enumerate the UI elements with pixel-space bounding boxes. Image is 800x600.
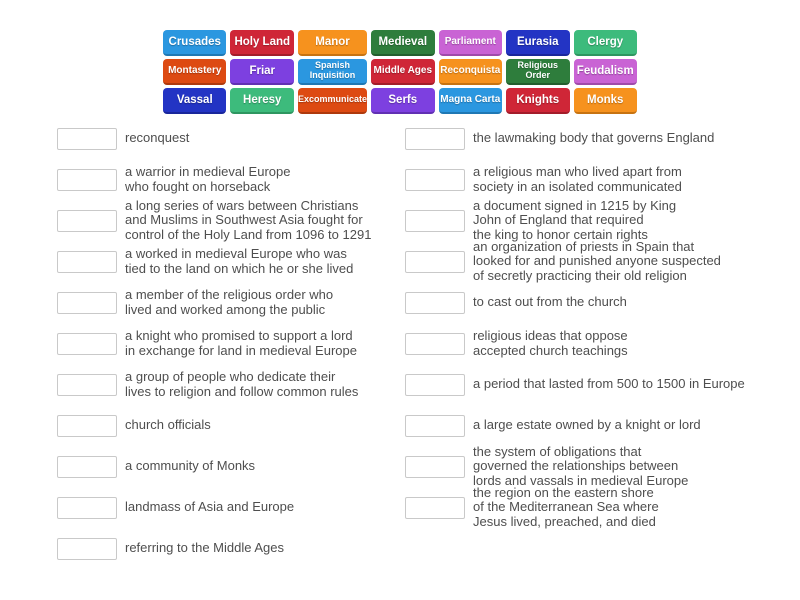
definition-row bbox=[405, 159, 785, 200]
definition-row bbox=[405, 197, 785, 242]
word-tile-label: Feudalism bbox=[576, 64, 634, 77]
word-tile-label: Excommunicate bbox=[297, 94, 368, 105]
definition-row bbox=[405, 323, 785, 364]
word-tile-reconquista[interactable] bbox=[439, 59, 502, 85]
word-tile-label: Order bbox=[525, 70, 550, 80]
definition-line: to cast out from the church bbox=[473, 294, 627, 310]
answer-slot[interactable] bbox=[57, 128, 117, 150]
definition-text bbox=[473, 199, 676, 243]
word-tile-label: Religious bbox=[517, 60, 558, 71]
definition-text bbox=[473, 295, 627, 310]
definition-row bbox=[57, 528, 399, 569]
word-tile-label: Magna Carta bbox=[440, 93, 501, 105]
answer-slot[interactable] bbox=[57, 292, 117, 314]
word-tile-label: Reconquista bbox=[440, 64, 501, 76]
definition-line: a group of people who dedicate their bbox=[125, 369, 336, 384]
word-tile-knights[interactable] bbox=[506, 88, 570, 114]
word-tile-label: Monks bbox=[587, 93, 624, 106]
definition-line: lords and vassals in medieval Europe bbox=[473, 472, 689, 488]
word-tile-vassal[interactable] bbox=[163, 88, 226, 114]
definition-line: a community of Monks bbox=[125, 458, 256, 474]
definition-text bbox=[473, 165, 682, 194]
word-tile-label: Medieval bbox=[378, 35, 428, 48]
word-bank bbox=[163, 30, 637, 114]
definition-line: a member of the religious order who bbox=[125, 287, 334, 302]
word-tile-label: Parliament bbox=[444, 35, 496, 47]
answer-slot[interactable] bbox=[405, 210, 465, 232]
word-tile-label: Montastery bbox=[168, 64, 222, 76]
word-tile-label: Holy Land bbox=[234, 35, 291, 48]
definition-line: looked for and punished anyone suspected bbox=[473, 253, 721, 269]
definition-text bbox=[125, 459, 255, 474]
answer-slot[interactable] bbox=[405, 456, 465, 478]
definition-row bbox=[57, 446, 399, 487]
definitions-column-right bbox=[405, 118, 785, 528]
answer-slot[interactable] bbox=[57, 333, 117, 355]
definition-line: control of the Holy Land from 1096 to 1291 bbox=[125, 226, 372, 242]
word-tile-label: Vassal bbox=[176, 93, 213, 106]
definition-text bbox=[125, 131, 189, 146]
definition-row bbox=[57, 282, 399, 323]
word-tile-montastery[interactable] bbox=[163, 59, 226, 85]
word-tile-friar[interactable] bbox=[230, 59, 294, 85]
answer-slot[interactable] bbox=[57, 456, 117, 478]
definition-row bbox=[57, 241, 399, 282]
answer-slot[interactable] bbox=[57, 210, 117, 232]
definition-line: landmass of Asia and Europe bbox=[125, 499, 295, 515]
definition-row bbox=[405, 364, 785, 405]
word-tile-heresy[interactable] bbox=[230, 88, 294, 114]
definition-row bbox=[57, 197, 399, 242]
definition-line: church officials bbox=[125, 417, 211, 433]
definition-row bbox=[405, 405, 785, 446]
definition-line: John of England that required bbox=[473, 212, 644, 228]
definition-text bbox=[473, 486, 659, 530]
definition-row bbox=[57, 323, 399, 364]
definition-row bbox=[405, 238, 785, 283]
answer-slot[interactable] bbox=[57, 251, 117, 273]
definition-line: and Muslims in Southwest Asia fought for bbox=[125, 212, 363, 228]
answer-slot[interactable] bbox=[405, 251, 465, 273]
word-tile-label: Friar bbox=[249, 64, 276, 77]
definition-line: governed the relationships between bbox=[473, 458, 679, 474]
answer-slot[interactable] bbox=[57, 415, 117, 437]
definition-row bbox=[405, 484, 785, 529]
answer-slot[interactable] bbox=[405, 333, 465, 355]
word-tile-spanish-inquisition[interactable] bbox=[298, 59, 367, 85]
answer-slot[interactable] bbox=[57, 169, 117, 191]
definition-text bbox=[125, 165, 290, 194]
definition-text bbox=[125, 199, 371, 243]
definition-text bbox=[125, 329, 357, 358]
definition-line: of the Mediterranean Sea where bbox=[473, 499, 659, 515]
word-tile-magna-carta[interactable] bbox=[439, 88, 502, 114]
answer-slot[interactable] bbox=[405, 415, 465, 437]
answer-slot[interactable] bbox=[57, 497, 117, 519]
definition-line: a religious man who lived apart from bbox=[473, 164, 682, 179]
word-tile-parliament[interactable] bbox=[439, 30, 502, 56]
answer-slot[interactable] bbox=[405, 374, 465, 396]
definitions-column-left bbox=[57, 118, 399, 569]
definition-line: a warrior in medieval Europe bbox=[125, 164, 291, 179]
word-tile-clergy[interactable] bbox=[574, 30, 638, 56]
word-tile-excommunicate[interactable] bbox=[298, 88, 367, 114]
definition-text bbox=[473, 377, 745, 392]
word-tile-holy-land[interactable] bbox=[230, 30, 294, 56]
word-tile-label: Heresy bbox=[243, 93, 282, 106]
word-tile-label: Knights bbox=[516, 93, 560, 106]
word-tile-label: Inquisition bbox=[309, 70, 356, 80]
answer-slot[interactable] bbox=[57, 538, 117, 560]
answer-slot[interactable] bbox=[405, 169, 465, 191]
answer-slot[interactable] bbox=[405, 497, 465, 519]
definition-row bbox=[57, 364, 399, 405]
word-tile-eurasia[interactable] bbox=[506, 30, 570, 56]
definition-row bbox=[57, 487, 399, 528]
word-tile-religious-order[interactable] bbox=[506, 59, 570, 85]
definition-line: an organization of priests in Spain that bbox=[473, 238, 695, 254]
definition-line: lives to religion and follow common rules bbox=[125, 383, 359, 399]
word-tile-manor[interactable] bbox=[298, 30, 367, 56]
definition-text bbox=[125, 500, 294, 515]
definition-row bbox=[405, 282, 785, 323]
word-tile-monks[interactable] bbox=[574, 88, 638, 114]
definition-text bbox=[473, 329, 628, 358]
definition-line: a long series of wars between Christians bbox=[125, 197, 359, 213]
definition-text bbox=[473, 445, 688, 489]
word-tile-serfs[interactable] bbox=[371, 88, 435, 114]
definition-text bbox=[125, 541, 284, 556]
answer-slot[interactable] bbox=[405, 292, 465, 314]
word-tile-crusades[interactable] bbox=[163, 30, 226, 56]
definition-line: in exchange for land in medieval Europe bbox=[125, 342, 357, 358]
definition-line: who fought on horseback bbox=[125, 178, 271, 194]
definition-line: referring to the Middle Ages bbox=[125, 540, 284, 556]
definition-line: lived and worked among the public bbox=[125, 301, 326, 317]
definition-line: the system of obligations that bbox=[473, 443, 642, 459]
definition-text bbox=[125, 418, 211, 433]
definition-line: a worked in medieval Europe who was bbox=[125, 246, 347, 261]
answer-slot[interactable] bbox=[57, 374, 117, 396]
definition-line: the lawmaking body that governs England bbox=[473, 130, 715, 146]
definition-text bbox=[473, 240, 721, 284]
definition-row bbox=[57, 405, 399, 446]
word-tile-label: Spanish bbox=[314, 60, 350, 71]
word-tile-label: Serfs bbox=[388, 93, 418, 106]
word-tile-label: Eurasia bbox=[516, 35, 559, 48]
definition-line: a document signed in 1215 by King bbox=[473, 197, 677, 213]
answer-slot[interactable] bbox=[405, 128, 465, 150]
word-tile-label: Manor bbox=[315, 35, 350, 48]
word-tile-middle-ages[interactable] bbox=[371, 59, 435, 85]
definition-line: society in an isolated communicated bbox=[473, 178, 682, 194]
definition-row bbox=[57, 118, 399, 159]
definition-line: reconquest bbox=[125, 130, 190, 146]
definition-line: Jesus lived, preached, and died bbox=[473, 513, 656, 529]
definition-text bbox=[125, 288, 333, 317]
definition-line: a knight who promised to support a lord bbox=[125, 328, 353, 343]
definition-row bbox=[57, 159, 399, 200]
definition-line: a period that lasted from 500 to 1500 in Europe bbox=[473, 376, 745, 392]
definition-row bbox=[405, 443, 785, 488]
word-tile-feudalism[interactable] bbox=[574, 59, 638, 85]
definition-line: the king to honor certain rights bbox=[473, 226, 648, 242]
definition-line: a large estate owned by a knight or lord bbox=[473, 417, 701, 433]
word-tile-label: Crusades bbox=[168, 35, 221, 48]
definition-text bbox=[473, 418, 701, 433]
definition-line: accepted church teachings bbox=[473, 342, 628, 358]
definition-row bbox=[405, 118, 785, 159]
definition-line: the region on the eastern shore bbox=[473, 484, 654, 500]
word-tile-medieval[interactable] bbox=[371, 30, 435, 56]
definition-text bbox=[125, 247, 353, 276]
definition-line: religious ideas that oppose bbox=[473, 328, 628, 343]
word-tile-label: Clergy bbox=[587, 35, 624, 48]
definition-line: tied to the land on which he or she lived bbox=[125, 260, 354, 276]
definition-text bbox=[473, 131, 714, 146]
definition-line: of secretly practicing their old religion bbox=[473, 267, 687, 283]
word-tile-label: Middle Ages bbox=[373, 64, 433, 76]
definition-text bbox=[125, 370, 358, 399]
